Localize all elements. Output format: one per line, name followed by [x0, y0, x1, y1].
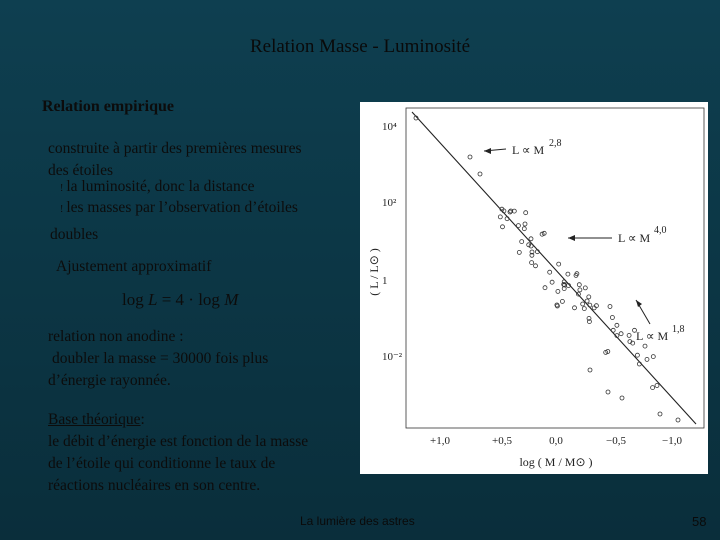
- y-tick-labels: [382, 121, 403, 363]
- empirical-line-2: des étoiles: [48, 162, 113, 179]
- star-data-point: [583, 286, 587, 290]
- annotation-1-exponent: 2,8: [549, 138, 562, 149]
- star-data-point: [534, 264, 538, 268]
- fit-line: [412, 112, 696, 424]
- star-data-point: [581, 302, 585, 306]
- star-data-point: [635, 353, 639, 357]
- star-data-point: [619, 332, 623, 336]
- star-data-point: [610, 316, 614, 320]
- star-data-point: [615, 323, 619, 327]
- mass-luminosity-figure: [360, 102, 708, 474]
- mass-luminosity-formula: [122, 290, 238, 310]
- star-data-point: [645, 357, 649, 361]
- star-data-point: [611, 328, 615, 332]
- star-data-point: [501, 225, 505, 229]
- theory-heading: Base théorique: [48, 411, 141, 428]
- page-number: 58: [692, 514, 707, 529]
- star-data-point: [557, 262, 561, 266]
- annotation-2-exponent: 4,0: [654, 225, 667, 236]
- star-data-point: [577, 283, 581, 287]
- arrowhead-icon: [636, 300, 642, 307]
- x-tick-labels: [430, 435, 682, 447]
- star-data-point: [550, 280, 554, 284]
- bullet-1-text: la luminosité, donc la distance: [66, 178, 255, 195]
- footer-title: La lumière des astres: [300, 514, 415, 528]
- theory-colon: :: [140, 411, 145, 428]
- y-tick-label: 1: [382, 275, 388, 287]
- theory-line-3: réactions nucléaires en son centre.: [48, 477, 261, 494]
- star-data-point: [655, 384, 659, 388]
- star-data-point: [643, 344, 647, 348]
- y-tick-label: 10⁻²: [382, 351, 403, 363]
- theory-heading-line: [48, 409, 145, 431]
- mass-luminosity-plot: [360, 102, 708, 474]
- slide-title: Relation Masse - Luminosité: [249, 36, 471, 57]
- bullet-icon: !: [60, 204, 64, 215]
- star-data-point: [627, 333, 631, 337]
- y-tick-label: 10²: [382, 197, 397, 209]
- theory-line-2: de l’étoile qui conditionne le taux de: [48, 455, 276, 472]
- x-tick-label: +1,0: [430, 435, 450, 447]
- star-data-point: [676, 418, 680, 422]
- star-data-point: [608, 305, 612, 309]
- star-data-point: [606, 390, 610, 394]
- x-tick-label: 0,0: [549, 435, 563, 447]
- star-data-point: [516, 224, 520, 228]
- star-data-point: [620, 396, 624, 400]
- star-data-point: [556, 289, 560, 293]
- star-data-point: [560, 299, 564, 303]
- formula-var-m: M: [224, 290, 239, 309]
- empirical-line-1: construite à partir des premières mesures: [48, 140, 302, 157]
- theory-line-1: le débit d’énergie est fonction de la masse: [48, 433, 309, 450]
- star-data-point: [587, 295, 591, 299]
- y-axis-label: ( L / L⊙ ): [367, 248, 381, 296]
- star-data-point: [523, 222, 527, 226]
- empirical-bullet-2: [60, 197, 298, 221]
- star-data-point: [566, 272, 570, 276]
- formula-var-l: L: [147, 290, 158, 309]
- formula-log-1: log: [122, 290, 144, 309]
- star-data-point: [543, 286, 547, 290]
- bullet-2-text: les masses par l’observation d’étoiles: [66, 199, 298, 216]
- remark-line-3: d’énergie rayonnée.: [48, 372, 171, 389]
- star-data-point: [517, 250, 521, 254]
- star-data-point: [548, 270, 552, 274]
- remark-line-2: doubler la masse = 30000 fois plus: [52, 350, 269, 367]
- arrowhead-icon: [568, 235, 575, 241]
- star-data-point: [522, 227, 526, 231]
- bullet-icon: !: [60, 183, 64, 194]
- star-data-point: [573, 306, 577, 310]
- star-data-point: [588, 368, 592, 372]
- star-data-point: [585, 299, 589, 303]
- x-tick-label: −0,5: [606, 435, 626, 447]
- star-data-point: [524, 211, 528, 215]
- empirical-line-3: doubles: [50, 226, 99, 243]
- star-data-point: [651, 355, 655, 359]
- star-data-point: [498, 215, 502, 219]
- fit-heading: Ajustement approximatif: [56, 258, 212, 275]
- star-data-point: [527, 243, 531, 247]
- star-data-point: [530, 261, 534, 265]
- annotation-2-text: L ∝ M: [618, 231, 651, 245]
- x-tick-label: +0,5: [492, 435, 512, 447]
- star-data-point: [582, 307, 586, 311]
- annotation-1-text: L ∝ M: [512, 143, 545, 157]
- star-data-point: [658, 412, 662, 416]
- star-data-point: [529, 244, 533, 248]
- remark-line-1: relation non anodine :: [48, 328, 184, 345]
- arrowhead-icon: [484, 148, 491, 154]
- star-data-point: [468, 155, 472, 159]
- y-tick-label: 10⁴: [382, 121, 397, 133]
- star-data-point: [478, 172, 482, 176]
- formula-equals: = 4 · log: [161, 290, 220, 309]
- star-data-point: [578, 288, 582, 292]
- section-heading-empirical: Relation empirique: [42, 98, 174, 115]
- star-data-point: [529, 237, 533, 241]
- x-tick-label: −1,0: [662, 435, 682, 447]
- x-axis-label: log ( M / M⊙ ): [519, 455, 593, 469]
- annotation-3-exponent: 1,8: [672, 324, 685, 335]
- annotation-3-text: L ∝ M: [636, 329, 669, 343]
- plot-frame: [406, 108, 704, 428]
- star-data-point: [651, 386, 655, 390]
- star-data-point: [520, 240, 524, 244]
- data-points: [414, 116, 680, 422]
